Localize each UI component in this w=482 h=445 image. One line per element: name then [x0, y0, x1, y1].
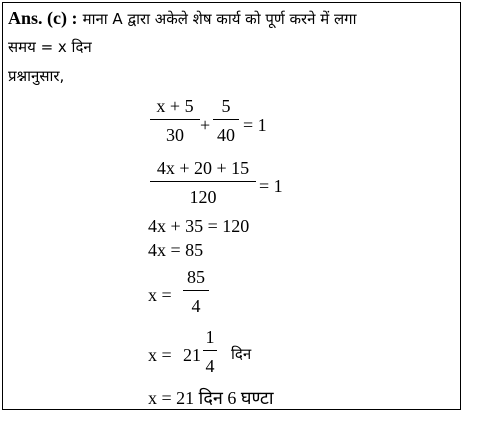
eq6-unit: दिन: [231, 345, 252, 363]
eq1-fraction-b-bar: [213, 119, 239, 120]
eq1-fraction-a-numerator: x + 5: [156, 96, 194, 116]
eq1-fraction-a: [150, 97, 200, 144]
eq6-numerator: 1: [205, 327, 215, 347]
statement-line-1: माना A द्वारा अकेले शेष कार्य को पूर्ण करने में लगा: [82, 10, 357, 28]
eq2-bar: [150, 181, 256, 182]
answer-header-line: [8, 9, 356, 27]
eq1-fraction-b: [213, 97, 239, 144]
eq5-denominator: 4: [191, 296, 201, 316]
eq1-fraction-b-numerator: 5: [221, 96, 231, 116]
eq2-rhs: = 1: [259, 176, 283, 196]
answer-box: [2, 2, 461, 410]
eq2-fraction: [150, 159, 256, 206]
eq2-denominator: 120: [189, 187, 217, 207]
eq1-fraction-a-denominator: 30: [166, 125, 184, 145]
eq5-lhs: x =: [148, 285, 172, 305]
eq6-whole: 21: [183, 345, 201, 365]
answer-label: Ans. (c) :: [8, 8, 78, 28]
eq6-fraction: [203, 328, 217, 375]
eq5-numerator: 85: [187, 267, 205, 287]
eq4: 4x = 85: [148, 240, 204, 260]
statement-line-3: प्रश्नानुसार,: [8, 67, 65, 85]
eq6-bar: [203, 350, 217, 351]
eq6-denominator: 4: [205, 356, 215, 376]
eq5-fraction: [183, 268, 209, 315]
eq2-numerator: 4x + 20 + 15: [156, 158, 250, 178]
eq1-fraction-b-denominator: 40: [217, 125, 235, 145]
eq1-fraction-a-bar: [150, 119, 200, 120]
eq1-rhs: = 1: [243, 115, 267, 135]
eq1-plus: +: [200, 115, 211, 135]
statement-line-2: समय = x दिन: [8, 38, 92, 56]
eq3: 4x + 35 = 120: [148, 216, 250, 236]
eq6-lhs: x =: [148, 345, 172, 365]
eq7: x = 21 दिन 6 घण्टा: [148, 388, 274, 408]
eq5-bar: [183, 290, 209, 291]
